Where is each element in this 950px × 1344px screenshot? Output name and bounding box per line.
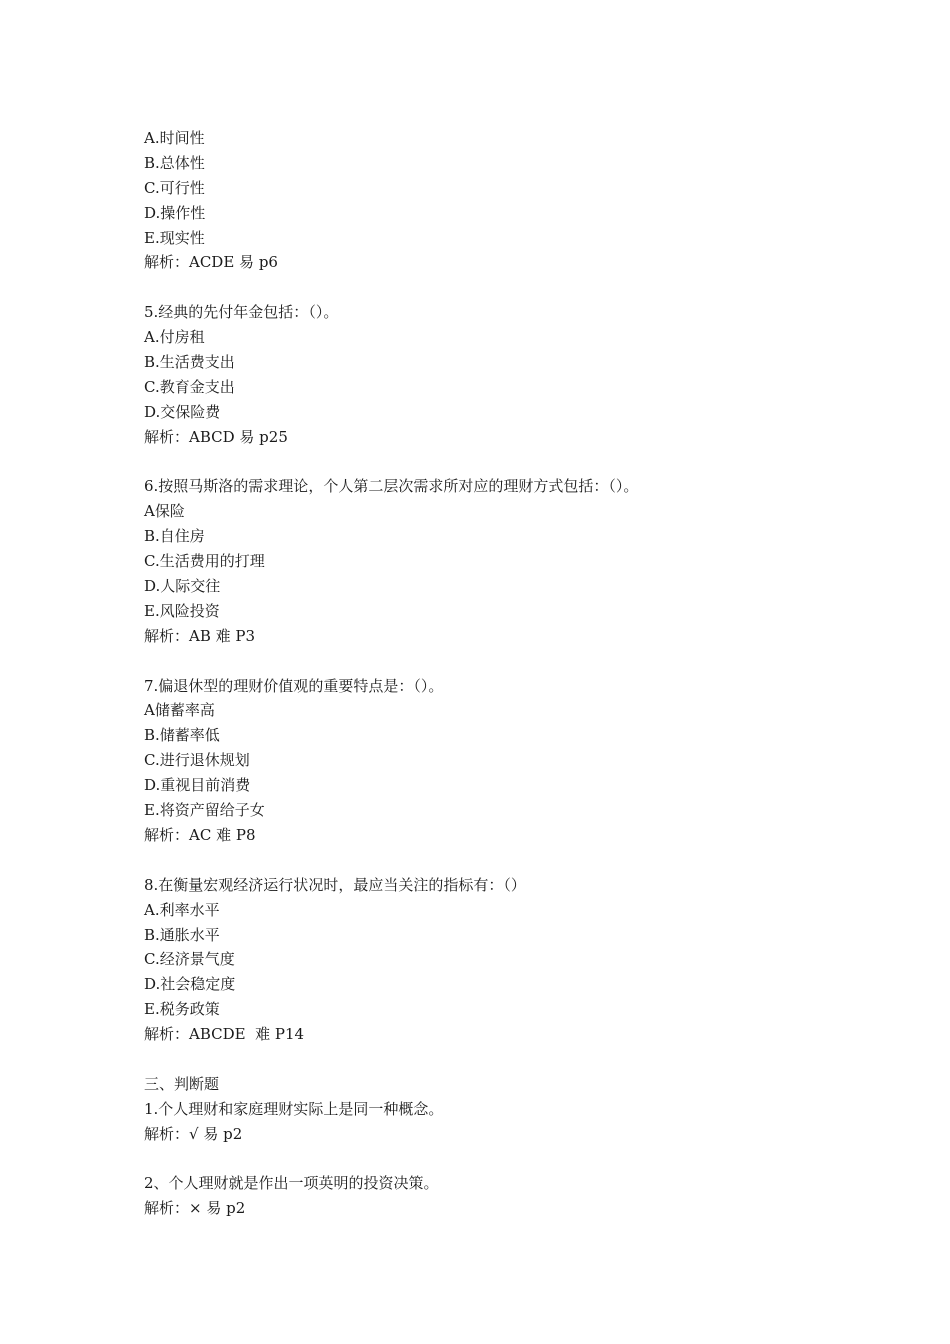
question-4-continued xyxy=(144,126,844,275)
question-stem: 2、个人理财就是作出一项英明的投资决策。 xyxy=(144,1174,439,1193)
answer-analysis: 解析：AB 难 P3 xyxy=(144,626,256,645)
option-e: E.现实性 xyxy=(144,228,205,247)
document-page xyxy=(144,126,844,1221)
option-e: E.风险投资 xyxy=(144,601,220,620)
option-b: B.自住房 xyxy=(144,527,205,546)
answer-analysis: 解析：ABCD 易 p25 xyxy=(144,427,288,446)
question-5 xyxy=(144,300,844,449)
option-b: B.生活费支出 xyxy=(144,353,235,372)
option-d: D.操作性 xyxy=(144,203,206,222)
option-a: A.付房租 xyxy=(144,328,205,347)
spacer xyxy=(144,1147,844,1172)
spacer xyxy=(144,1047,844,1072)
spacer xyxy=(144,649,844,674)
spacer xyxy=(144,450,844,475)
spacer xyxy=(144,275,844,300)
question-8 xyxy=(144,873,844,1047)
option-c: C.经济景气度 xyxy=(144,950,235,969)
option-a: A保险 xyxy=(144,502,185,521)
option-b: B.总体性 xyxy=(144,153,205,172)
option-e: E.将资产留给子女 xyxy=(144,801,265,820)
section-heading: 三、判断题 xyxy=(144,1074,220,1093)
option-c: C.可行性 xyxy=(144,178,205,197)
option-b: B.通胀水平 xyxy=(144,925,220,944)
option-b: B.储蓄率低 xyxy=(144,726,220,745)
true-false-section xyxy=(144,1072,844,1221)
option-a: A.利率水平 xyxy=(144,900,220,919)
spacer xyxy=(144,848,844,873)
option-a: A储蓄率高 xyxy=(144,701,215,720)
option-c: C.进行退休规划 xyxy=(144,751,250,770)
answer-analysis: 解析：√ 易 p2 xyxy=(144,1124,243,1143)
option-d: D.社会稳定度 xyxy=(144,975,236,994)
answer-analysis: 解析：ACDE 易 p6 xyxy=(144,253,278,272)
option-d: D.交保险费 xyxy=(144,402,221,421)
option-a: A.时间性 xyxy=(144,129,205,147)
answer-analysis: 解析：AC 难 P8 xyxy=(144,825,256,844)
option-c: C.生活费用的打理 xyxy=(144,552,265,571)
question-stem: 1.个人理财和家庭理财实际上是同一种概念。 xyxy=(144,1099,444,1118)
option-c: C.教育金支出 xyxy=(144,377,235,396)
question-stem: 5.经典的先付年金包括：（）。 xyxy=(144,303,339,322)
question-7 xyxy=(144,674,844,848)
option-e: E.税务政策 xyxy=(144,1000,220,1019)
question-stem: 8.在衡量宏观经济运行状况时，最应当关注的指标有：（） xyxy=(144,875,526,894)
answer-analysis: 解析：ABCDE 难 P14 xyxy=(144,1025,305,1044)
question-stem: 7.偏退休型的理财价值观的重要特点是：（）。 xyxy=(144,676,444,695)
option-d: D.重视目前消费 xyxy=(144,776,251,795)
question-6 xyxy=(144,474,844,648)
option-d: D.人际交往 xyxy=(144,577,221,596)
answer-analysis: 解析：× 易 p2 xyxy=(144,1199,246,1218)
question-stem: 6.按照马斯洛的需求理论，个人第二层次需求所对应的理财方式包括：（）。 xyxy=(144,477,639,496)
